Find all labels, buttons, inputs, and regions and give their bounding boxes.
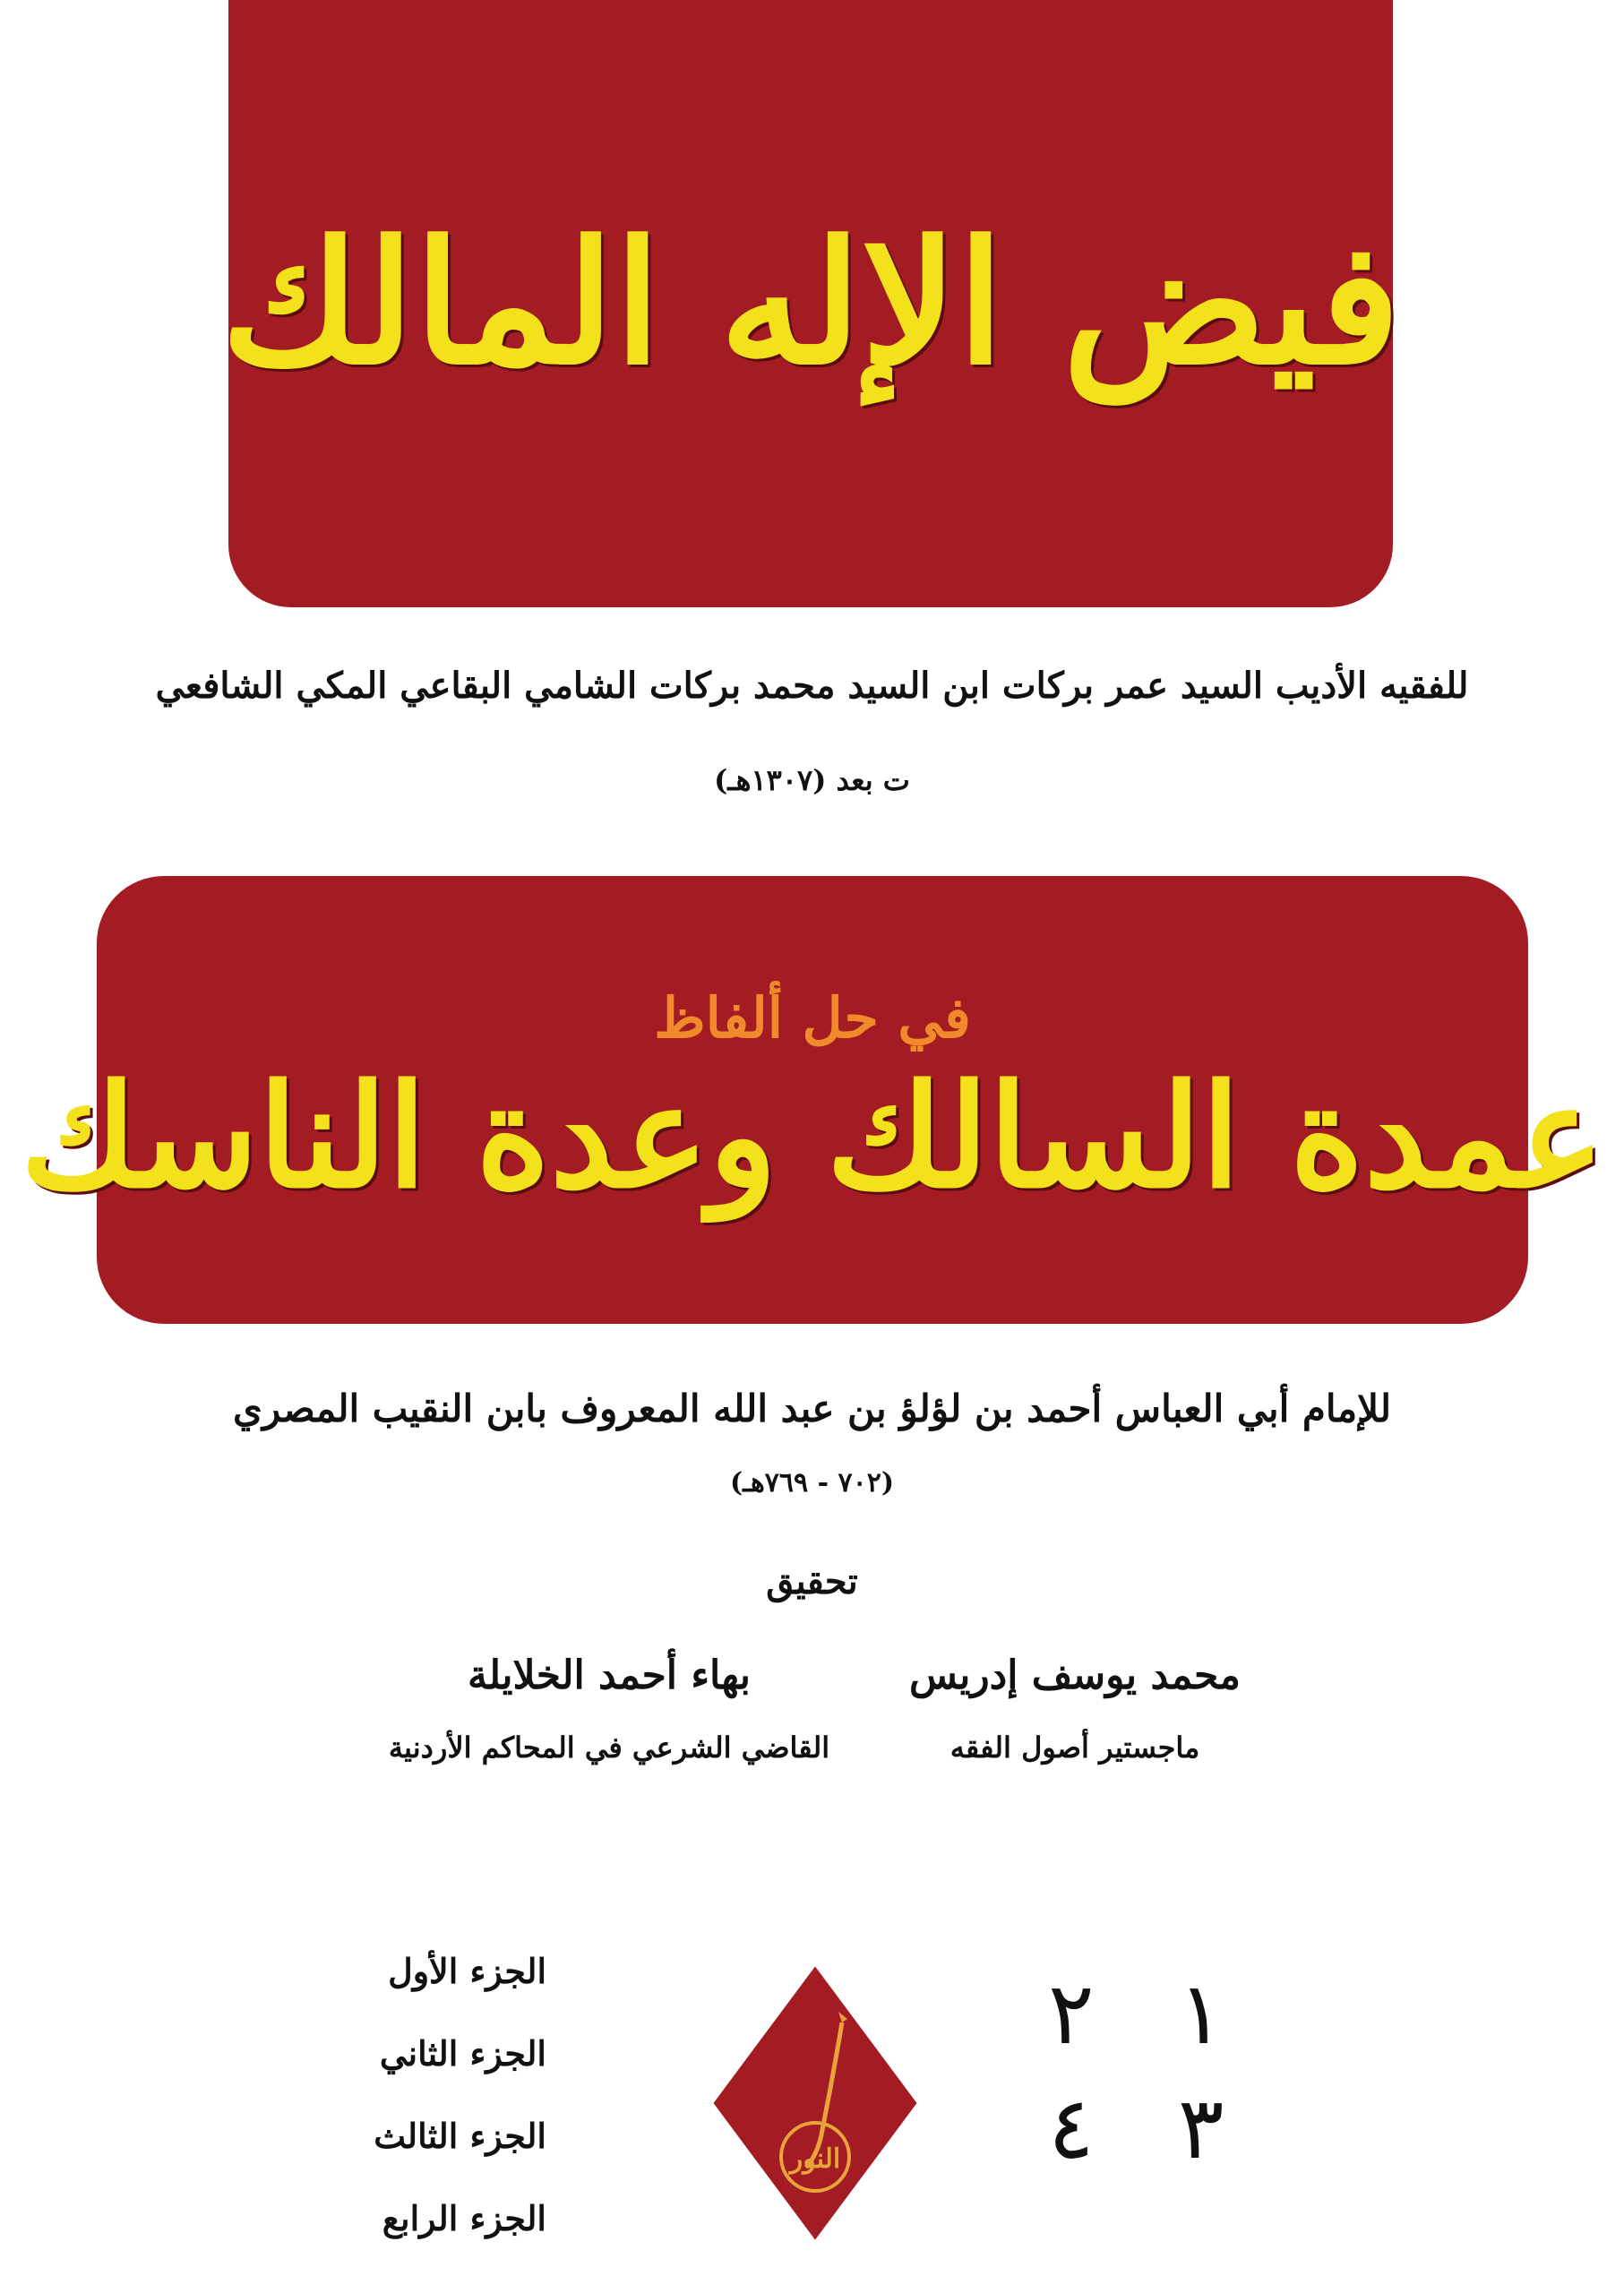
logo-diamond — [711, 1963, 919, 2243]
commentary-author-death-date: ت بعد (١٣٠٧هـ) — [714, 763, 910, 797]
volume-number-1: ١ — [1178, 1963, 1224, 2064]
base-text-title: عمدة السالك وعدة الناسك — [20, 1053, 1605, 1220]
title-panel — [220, 0, 1401, 607]
commentary-author: للفقيه الأديب السيد عمر بركات ابن السيد محمد بركات الشامي البقاعي المكي الشافعي — [155, 665, 1469, 707]
volume-3-label: الجزء الثالث — [374, 2116, 546, 2156]
volume-number-2: ٢ — [1048, 1963, 1095, 2064]
base-text-panel — [20, 876, 1605, 1324]
editor-1-name: محمد يوسف إدريس — [909, 1653, 1241, 1698]
volume-1-label: الجزء الأول — [388, 1951, 546, 1991]
base-text-subtitle: في حل ألفاظ — [654, 984, 971, 1051]
base-text-author: للإمام أبي العباس أحمد بن لؤلؤ بن عبد الله المعروف بابن النقيب المصري — [232, 1387, 1392, 1430]
edition-label: تحقيق — [766, 1560, 858, 1602]
editor-2-name: بهاء أحمد الخلايلة — [468, 1653, 751, 1698]
volume-2-label: الجزء الثاني — [379, 2033, 546, 2074]
volume-4-label: الجزء الرابع — [382, 2198, 546, 2238]
volume-numbers — [1030, 1963, 1245, 2186]
editor-1 — [887, 1653, 1263, 1765]
editor-2-description: القاضي الشرعي في المحاكم الأردنية — [388, 1730, 830, 1765]
base-text-author-dates: (٧٠٢ - ٧٦٩هـ) — [729, 1467, 895, 1499]
publisher-logo — [708, 1960, 923, 2246]
volume-number-4: ٤ — [1048, 2078, 1095, 2178]
volume-list — [322, 1930, 546, 2260]
book-title: فيض الإله المالك — [220, 203, 1401, 402]
editor-2 — [358, 1653, 860, 1765]
volume-number-3: ٣ — [1178, 2078, 1224, 2178]
logo-text: النور — [789, 2143, 841, 2175]
editor-1-description: ماجستير أصول الفقه — [949, 1730, 1200, 1765]
